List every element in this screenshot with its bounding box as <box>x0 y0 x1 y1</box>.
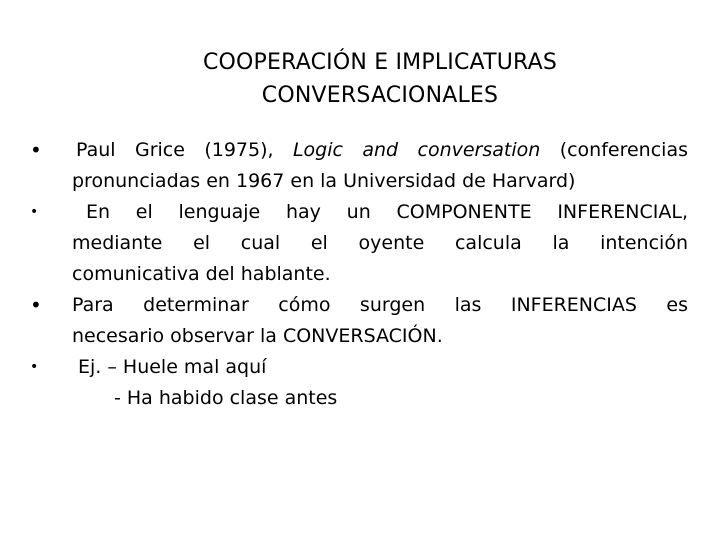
bullet-line: En el lenguaje hay un COMPONENTE INFERENCIAL, <box>86 201 688 223</box>
bullet-line: comunicativa del hablante. <box>72 263 331 285</box>
title-line-2: CONVERSACIONALES <box>261 83 499 108</box>
bullet-line <box>76 135 688 166</box>
bullet-item-inferencias <box>26 290 688 352</box>
bullet-list <box>26 135 688 414</box>
bullet-line: pronunciadas en 1967 en la Universidad de Harvard) <box>72 170 576 192</box>
slide-title <box>60 46 700 112</box>
bullet-line: Ej. – Huele mal aquí <box>78 356 267 378</box>
bullet-icon: • <box>30 138 42 162</box>
text-run: (conferencias <box>540 139 688 161</box>
bullet-item-grice <box>26 135 688 197</box>
bullet-line: Para determinar cómo surgen las INFERENCIAS es <box>72 294 688 316</box>
bullet-icon: • <box>30 359 39 375</box>
example-reply: - Ha habido clase antes <box>114 387 338 409</box>
text-run: Paul Grice (1975), <box>76 139 293 161</box>
bullet-icon: • <box>30 293 42 317</box>
bullet-item-componente <box>26 197 688 290</box>
bullet-text <box>72 135 688 166</box>
bullet-line: mediante el cual el oyente calcula la intención <box>72 232 688 254</box>
bullet-line: necesario observar la CONVERSACIÓN. <box>72 325 443 347</box>
bullet-item-ejemplo <box>26 352 688 414</box>
title-line-1: COOPERACIÓN E IMPLICATURAS <box>202 50 558 75</box>
bullet-icon: • <box>30 204 39 220</box>
book-title: Logic and conversation <box>292 139 541 161</box>
